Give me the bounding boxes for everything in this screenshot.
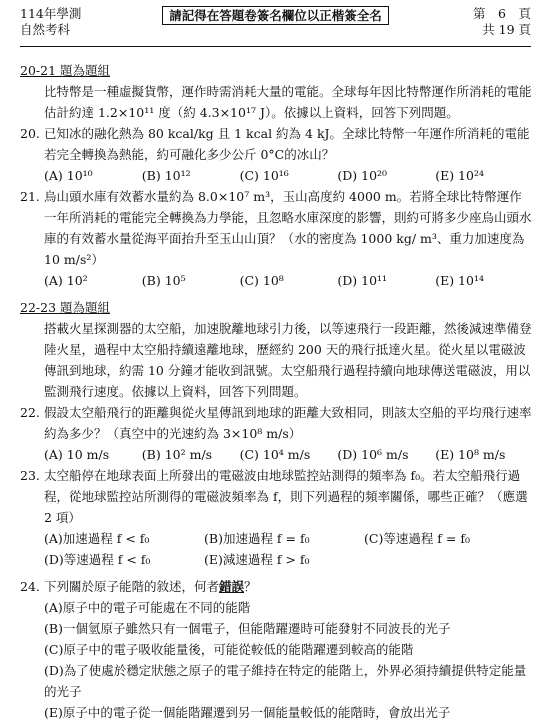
header-divider [20,46,531,47]
option-a: (A) 10 m/s [44,447,110,462]
question-text-after: ？ [244,579,257,594]
question-24 [20,576,533,597]
option-d: (D) 10⁶ m/s [337,447,409,462]
option-b: (B)一個氫原子雖然只有一個電子，但能階躍遷時可能發射不同波長的光子 [44,621,451,636]
options-20 [20,165,533,186]
question-text-before: 下列關於原子能階的敘述，何者 [44,579,220,594]
option-c: (C) 10⁴ m/s [239,447,311,462]
option-b: (B) 10¹² [141,168,191,183]
question-text: 太空船停在地球表面上所發出的電磁波由地球監控站測得的頻率為 f₀。若太空船飛行過程，從地球監控站所測得的電磁波頻率為 f，則下列過程的頻率關係，哪些正確？（應選 2 項） [44,468,528,525]
subject-name: 自然考科 [20,22,71,37]
question-number: 20. [20,126,40,141]
signature-notice-text: 請記得在答題卷簽名欄位以正楷簽全名 [162,6,389,25]
options-24 [20,597,533,723]
option-c: (C) 10⁸ [239,273,284,288]
question-text [44,576,533,597]
total-pages: 共 19 頁 [482,22,531,37]
question-number: 21. [20,189,40,204]
option-d: (D) 10²⁰ [337,168,388,183]
option-e: (E)原子中的電子從一個能階躍遷到另一個能量較低的能階時，會放出光子 [44,705,451,720]
option-c: (C) 10¹⁶ [239,168,289,183]
emphasis-wrong: 錯誤 [219,579,245,594]
group-title-20-21: 20-21 題為題組 [20,63,111,78]
options-21 [20,270,533,291]
option-d: (D)等速過程 f < f₀ [44,552,151,567]
options-22 [20,444,533,465]
group-passage-20-21: 比特幣是一種虛擬貨幣，運作時需消耗大量的電能。全球每年因比特幣運作所消耗的電能估計約達 1.2×10¹¹ 度（約 4.3×10¹⁷ J）。依據以上資料，回答下列問題。 [44,84,532,120]
question-21 [20,186,533,270]
option-e: (E) 10¹⁴ [435,273,484,288]
exam-content [20,60,533,723]
signature-notice [0,8,551,24]
option-a: (A) 10² [44,273,88,288]
option-d: (D) 10¹¹ [337,273,388,288]
option-e: (E) 10⁸ m/s [435,447,506,462]
question-20 [20,123,533,165]
question-number: 24. [20,579,40,594]
option-d: (D)為了使處於穩定狀態之原子的電子維持在特定的能階上，外界必須持續提供特定能量的光子 [44,663,527,699]
header-right [473,6,531,38]
options-23 [20,528,533,570]
question-number: 23. [20,468,40,483]
option-b: (B) 10⁵ [141,273,186,288]
option-a: (A) 10¹⁰ [44,168,93,183]
question-text: 已知冰的融化熱為 80 kcal/kg 且 1 kcal 約為 4 kJ。全球比特幣一年運作所消耗的電能若完全轉換為熱能，約可融化多少公斤 0°C的冰山？ [44,126,530,162]
option-c: (C)原子中的電子吸收能量後，可能從較低的能階躍遷到較高的能階 [44,642,414,657]
group-passage-22-23: 搭載火星探測器的太空船，加速脫離地球引力後，以等速飛行一段距離，然後減速準備登陸火星，過程中太空船持續遠離地球，歷經約 200 天的飛行抵達火星。從火星以電磁波傳訊到地球，約需 10 分鐘才能收到訊號。太空船飛行過程持續向地球傳送電磁波，用以監測飛行速度。依據以上資料，回答下列問題。 [44,321,532,399]
question-22 [20,402,533,444]
group-title-22-23: 22-23 題為題組 [20,300,111,315]
exam-title: 114年學測 [20,6,82,21]
page-number: 第 6 頁 [473,6,531,21]
option-b: (B) 10² m/s [141,447,213,462]
option-e: (E) 10²⁴ [435,168,484,183]
option-e: (E)減速過程 f > f₀ [204,552,310,567]
option-c: (C)等速過程 f = f₀ [364,531,470,546]
option-b: (B)加速過程 f = f₀ [204,531,310,546]
option-a: (A)原子中的電子可能處在不同的能階 [44,600,251,615]
option-a: (A)加速過程 f < f₀ [44,531,150,546]
question-23 [20,465,533,528]
question-text: 假設太空船飛行的距離與從火星傳訊到地球的距離大致相同，則該太空船的平均飛行速率約為多少？（真空中的光速約為 3×10⁸ m/s） [44,405,532,441]
question-text: 烏山頭水庫有效蓄水量約為 8.0×10⁷ m³，玉山高度約 4000 m。若將全球比特幣運作一年所消耗的電能完全轉換為力學能，且忽略水庫深度的影響，則約可將多少座烏山頭水庫的有效蓄水量從海平面抬升至玉山山頂？（水的密度為 1000 kg/ m³、重力加速度為 10 m/s²） [44,189,532,267]
question-number: 22. [20,405,40,420]
